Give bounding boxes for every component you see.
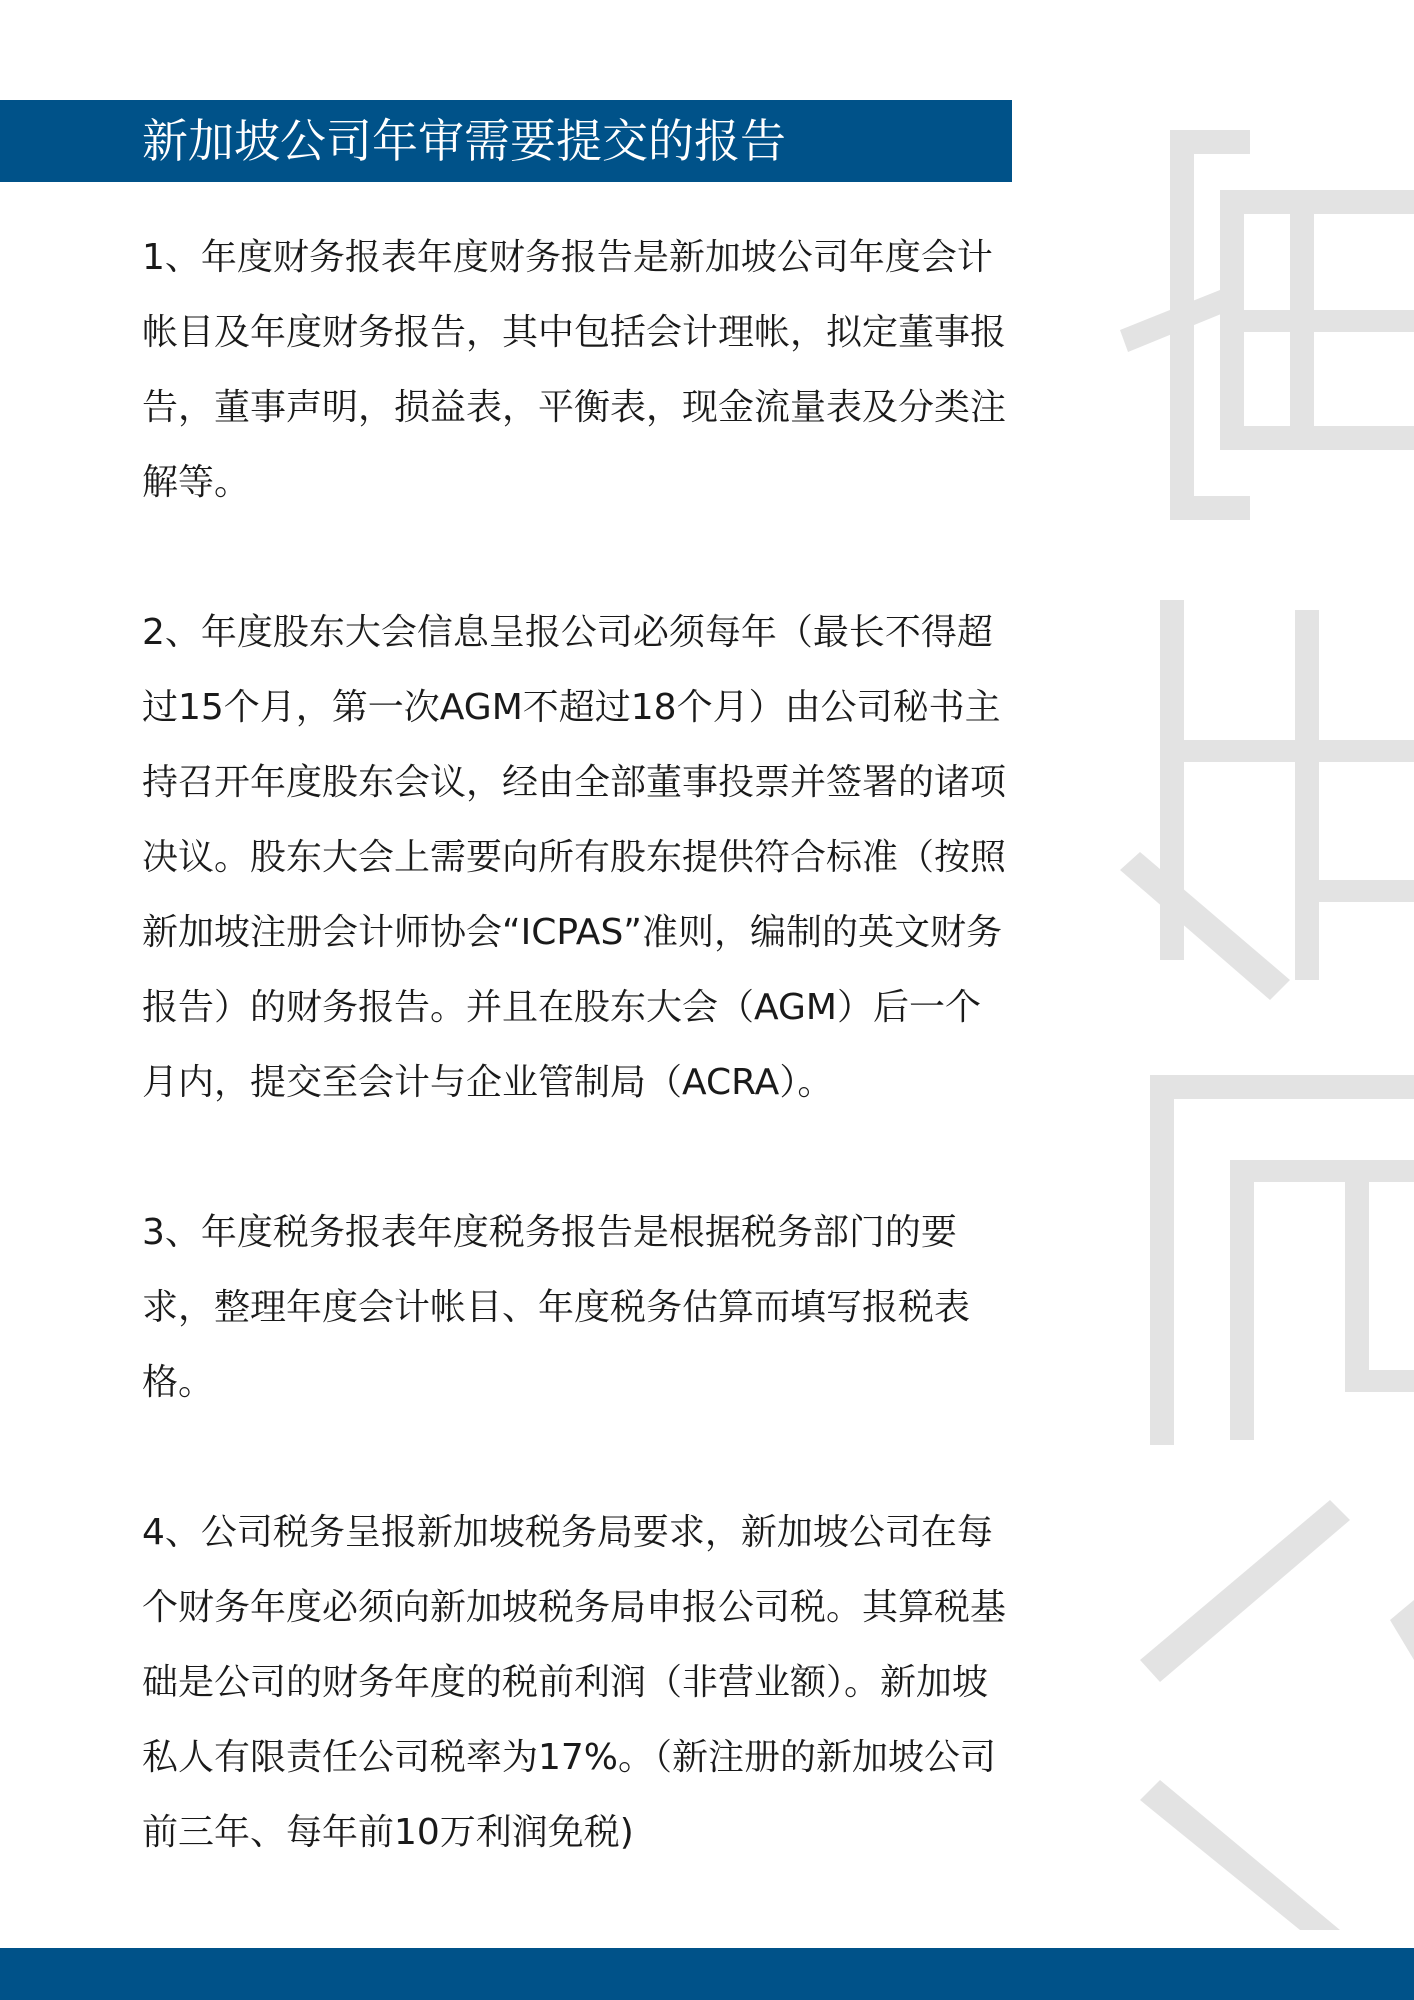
page-title: 新加坡公司年审需要提交的报告 xyxy=(142,114,786,168)
watermark-glyph-icon xyxy=(1100,100,1414,1930)
title-banner xyxy=(0,100,1012,182)
report-item-annual-financial-statement: 1、年度财务报表年度财务报告是新加坡公司年度会计帐目及年度财务报告，其中包括会计理帐，拟定董事报告，董事声明，损益表，平衡表，现金流量表及分类注解等。 xyxy=(142,237,1007,503)
report-item-annual-tax-return: 3、年度税务报表年度税务报告是根据税务部门的要求，整理年度会计帐目、年度税务估算而填写报税表格。 xyxy=(142,1212,971,1403)
report-item-agm-filing: 2、年度股东大会信息呈报公司必须每年（最长不得超过15个月，第一次AGM不超过18个月）由公司秘书主持召开年度股东会议，经由全部董事投票并签署的诸项决议。股东大会上需要向所有股东提供符合标准（按照新加坡注册会计师协会“ICPAS”准则，编制的英文财务报告）的财务报告。并且在股东大会（AGM）后一个月内，提交至会计与企业管制局（ACRA）。 xyxy=(142,612,1007,1103)
footer-band xyxy=(0,1948,1414,2000)
watermark-glyph-decoration xyxy=(1100,100,1414,1930)
report-list xyxy=(142,220,1012,1870)
report-item-corporate-tax-filing: 4、公司税务呈报新加坡税务局要求，新加坡公司在每个财务年度必须向新加坡税务局申报公司税。其算税基础是公司的财务年度的税前利润（非营业额）。新加坡私人有限责任公司税率为17%。（新注册的新加坡公司前三年、每年前10万利润免税) xyxy=(142,1512,1007,1853)
